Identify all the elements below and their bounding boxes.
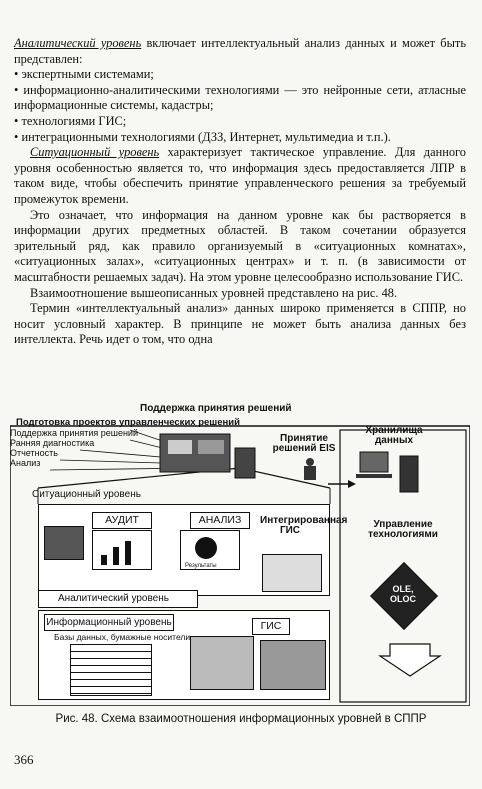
paragraph-text: характеризует тактическое управление. Для данного уровня особенностью является то, что информация здесь предоставляется ЛПР в таком виде, чтобы обеспечить принятие управленческого решения за требуемый промежуток времени.	[14, 145, 467, 206]
left-label: Анализ	[10, 458, 41, 468]
audit-chart	[92, 530, 152, 570]
results-label: Результаты	[185, 563, 217, 569]
bullet-item: • информационно-аналитическими технологиями — это нейронные сети, атласные информационные системы, кадастры;	[14, 83, 466, 114]
figure-48	[10, 404, 470, 706]
documents-stack	[70, 644, 152, 696]
figure-title: Поддержка принятия решений	[140, 403, 292, 414]
term-analytical-level: Аналитический уровень	[14, 36, 142, 50]
label-eis: Принятие решений EIS	[272, 433, 336, 454]
label-olap: OLE, OLOC	[390, 584, 416, 604]
label-prep-projects: Подготовка проектов управленческих решений	[16, 417, 240, 428]
label-gis: ГИС	[252, 618, 290, 635]
bullet-item: • технологиями ГИС;	[14, 114, 466, 130]
analysis-chart	[180, 530, 240, 570]
label-analytical-level: Аналитический уровень	[58, 593, 169, 604]
paragraph: Термин «интеллектуальный анализ» данных широко применяется в СППР, но носит условный характер. В принципе не может быть анализа данных без интеллекта. Речь идет о том, что одна	[14, 301, 466, 347]
bullet-list	[14, 67, 466, 145]
left-label: Отчетность	[10, 448, 58, 458]
label-tech-management: Управление технологиями	[368, 519, 438, 540]
paragraph: Это означает, что информация на данном уровне как бы растворяется в информации других предметных областей. В таком сочетании образуется зрительный ряд, как правило организуемый в «ситуационных комнатах», «ситуационных залах», «ситуационных центрах» и т. п. (в зависимости от масштабности решаемых задач). На этом уровне целесообразно использование ГИС.	[14, 207, 466, 284]
label-audit: АУДИТ	[92, 512, 152, 529]
label-info-level: Информационный уровень	[44, 614, 174, 631]
person-illustration	[44, 526, 84, 560]
page-number: 366	[14, 752, 34, 767]
bullet-item: • экспертными системами;	[14, 67, 466, 83]
left-label: Ранняя диагностика	[10, 438, 95, 448]
paragraph-text: включает интеллектуальный анализ данных и может быть представлен:	[14, 36, 466, 66]
paragraph-situational	[14, 145, 466, 207]
map-image-2	[260, 640, 326, 690]
gis-map-small	[262, 554, 322, 592]
map-image-1	[190, 636, 254, 690]
label-integrated-gis: Интегрированная ГИС	[260, 515, 348, 536]
body-text	[14, 36, 466, 348]
bullet-item: • интеграционными технологиями (ДЗЗ, Интернет, мультимедиа и т.п.).	[14, 130, 466, 146]
term-situational-level: Ситуационный уровень	[30, 145, 160, 160]
figure-caption: Рис. 48. Схема взаимоотношения информационных уровней в СППР	[55, 713, 427, 725]
left-label: Поддержка принятия решений	[10, 428, 138, 438]
paragraph: Взаимоотношение вышеописанных уровней представлено на рис. 48.	[30, 285, 398, 300]
label-analysis: АНАЛИЗ	[190, 512, 250, 529]
label-databases: Базы данных, бумажные носители	[54, 632, 191, 642]
label-situational-level: Ситуационный уровень	[32, 489, 141, 500]
paragraph-analytical	[14, 36, 466, 67]
label-storage: Хранилища данных	[365, 425, 423, 446]
